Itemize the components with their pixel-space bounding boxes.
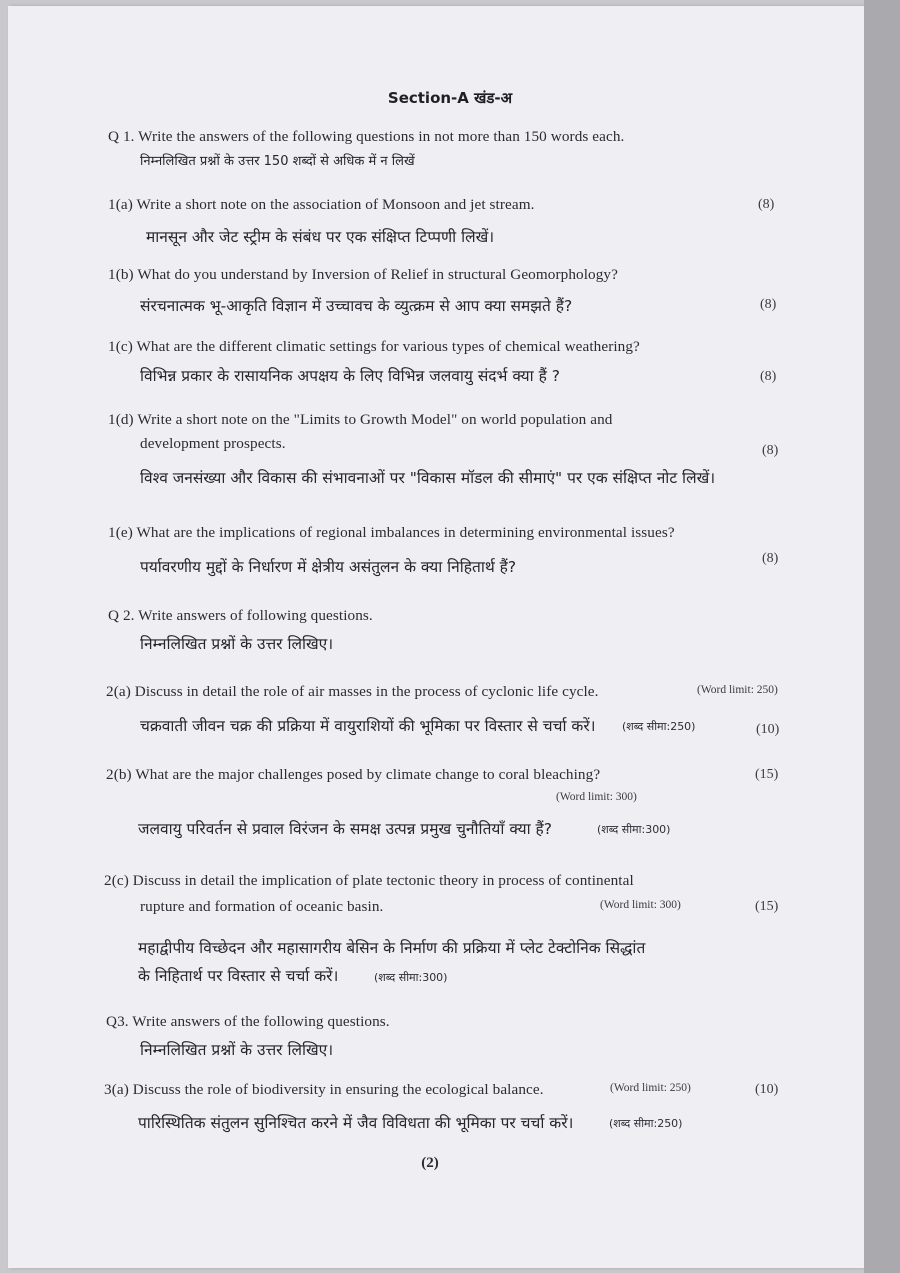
q2c-hi-line1: महाद्वीपीय विच्छेदन और महासागरीय बेसिन के निर्माण की प्रक्रिया में प्लेट टेक्टोनिक सिद्धांत — [138, 939, 646, 957]
q1-intro-en: Q 1. Write the answers of the following questions in not more than 150 words each. — [108, 128, 625, 145]
q2b-hi: जलवायु परिवर्तन से प्रवाल विरंजन के समक्ष उत्पन्न प्रमुख चुनौतियाँ क्या हैं? — [138, 820, 553, 838]
q3a-word-limit-hi: (शब्द सीमा:250) — [609, 1117, 683, 1130]
q2a-word-limit-en: (Word limit: 250) — [697, 684, 778, 696]
q1d-hi: विश्व जनसंख्या और विकास की संभावनाओं पर "विकास मॉडल की सीमाएं" पर एक संक्षिप्त नोट लिखें। — [140, 469, 716, 487]
q3a-marks: (10) — [755, 1082, 779, 1097]
q2-intro-hi: निम्नलिखित प्रश्नों के उत्तर लिखिए। — [140, 635, 334, 653]
q2a-en: 2(a) Discuss in detail the role of air masses in the process of cyclonic life cycle. — [106, 683, 599, 700]
q2-intro-en: Q 2. Write answers of following questions. — [108, 607, 373, 624]
q2c-word-limit-en: (Word limit: 300) — [600, 899, 681, 911]
q1c-en: 1(c) What are the different climatic settings for various types of chemical weathering? — [108, 338, 640, 355]
q2b-en: 2(b) What are the major challenges posed by climate change to coral bleaching? — [106, 766, 601, 783]
q3-intro-en: Q3. Write answers of the following questions. — [106, 1013, 390, 1030]
section-title: Section-A खंड-अ — [387, 89, 513, 107]
q1c-hi: विभिन्न प्रकार के रासायनिक अपक्षय के लिए विभिन्न जलवायु संदर्भ क्या हैं ? — [140, 367, 560, 385]
q2a-hi: चक्रवाती जीवन चक्र की प्रक्रिया में वायुराशियों की भूमिका पर विस्तार से चर्चा करें। — [140, 717, 596, 735]
q3a-hi: पारिस्थितिक संतुलन सुनिश्चित करने में जैव विविधता की भूमिका पर चर्चा करें। — [138, 1114, 574, 1132]
q1a-en: 1(a) Write a short note on the association of Monsoon and jet stream. — [108, 196, 535, 213]
q1c-marks: (8) — [760, 369, 777, 384]
q2a-word-limit-hi: (शब्द सीमा:250) — [622, 720, 696, 733]
q1d-en-line2: development prospects. — [140, 435, 286, 452]
q2b-marks: (15) — [755, 767, 779, 782]
q1e-en: 1(e) What are the implications of regional imbalances in determining environmental issues? — [108, 524, 675, 541]
scan-edge — [864, 0, 900, 1273]
page-number: (2) — [421, 1155, 439, 1171]
q1b-hi: संरचनात्मक भू-आकृति विज्ञान में उच्चावच के व्युत्क्रम से आप क्या समझते हैं? — [140, 297, 573, 315]
q2c-marks: (15) — [755, 899, 779, 914]
q1e-hi: पर्यावरणीय मुद्दों के निर्धारण में क्षेत्रीय असंतुलन के क्या निहितार्थ हैं? — [140, 558, 517, 576]
q3-intro-hi: निम्नलिखित प्रश्नों के उत्तर लिखिए। — [140, 1041, 334, 1059]
q1a-marks: (8) — [758, 197, 775, 212]
q2c-en-line2: rupture and formation of oceanic basin. — [140, 898, 384, 915]
q2c-hi-line2: के निहितार्थ पर विस्तार से चर्चा करें। — [138, 967, 339, 985]
q1e-marks: (8) — [762, 551, 779, 566]
q1d-en-line1: 1(d) Write a short note on the "Limits to Growth Model" on world population and — [108, 411, 613, 428]
q1a-hi: मानसून और जेट स्ट्रीम के संबंध पर एक संक्षिप्त टिप्पणी लिखें। — [146, 228, 495, 246]
q2c-en-line1: 2(c) Discuss in detail the implication of plate tectonic theory in process of continental — [104, 872, 634, 889]
q1b-marks: (8) — [760, 297, 777, 312]
q3a-en: 3(a) Discuss the role of biodiversity in ensuring the ecological balance. — [104, 1081, 544, 1098]
q3a-word-limit-en: (Word limit: 250) — [610, 1082, 691, 1094]
q2b-word-limit-hi: (शब्द सीमा:300) — [597, 823, 671, 836]
q2b-word-limit-en: (Word limit: 300) — [556, 791, 637, 803]
q1-intro-hi: निम्नलिखित प्रश्नों के उत्तर 150 शब्दों से अधिक में न लिखें — [140, 154, 415, 169]
q2c-word-limit-hi: (शब्द सीमा:300) — [374, 971, 448, 984]
q1d-marks: (8) — [762, 443, 779, 458]
q2a-marks: (10) — [756, 722, 780, 737]
q1b-en: 1(b) What do you understand by Inversion of Relief in structural Geomorphology? — [108, 266, 618, 283]
